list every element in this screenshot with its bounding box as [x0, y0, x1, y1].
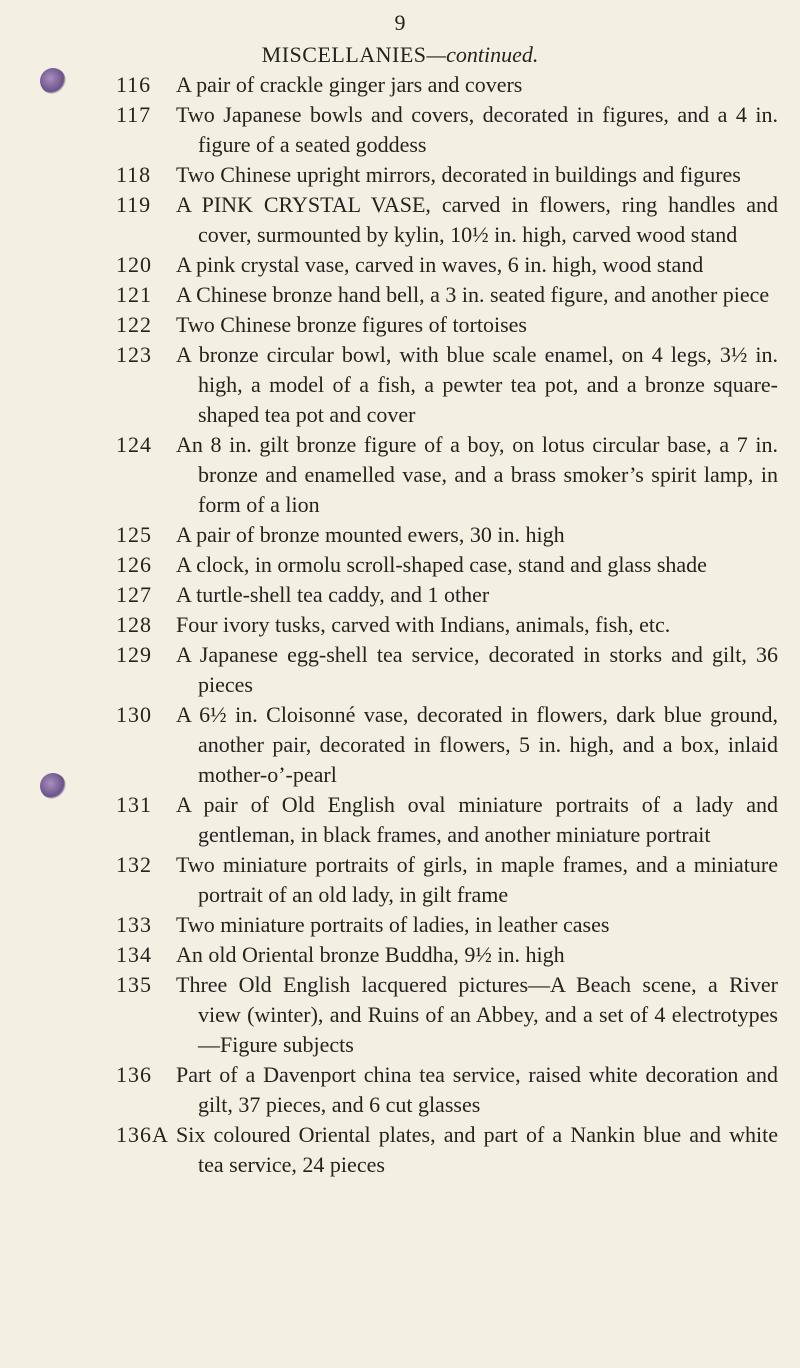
lot-description: Two miniature portraits of ladies, in leather cases [176, 912, 610, 937]
lot-entry [116, 160, 778, 190]
lot-description: A 6½ in. Cloisonné vase, decorated in flowers, dark blue ground, another pair, decorated in flowers, 5 in. high, and a box, inlaid mother-o’-pearl [176, 702, 778, 787]
lot-number: 133 [116, 912, 152, 937]
lot-description: Six coloured Oriental plates, and part of a Nankin blue and white tea service, 24 pieces [176, 1122, 778, 1177]
lot-entry [116, 250, 778, 280]
lot-description: Three Old English lacquered pictures—A Beach scene, a River view (winter), and Ruins of an Abbey, and a set of 4 electrotypes—Figure subjects [176, 972, 778, 1057]
lot-entry [116, 70, 778, 100]
lot-description: A pink crystal vase, carved in waves, 6 in. high, wood stand [176, 252, 704, 277]
lot-number: 122 [116, 312, 152, 337]
lot-entry [116, 310, 778, 340]
lot-entry [116, 610, 778, 640]
lot-description: Two miniature portraits of girls, in maple frames, and a miniature portrait of an old lady, in gilt frame [176, 852, 778, 907]
lot-entry [116, 190, 778, 250]
lot-entry [116, 520, 778, 550]
lot-description: A pair of Old English oval miniature portraits of a lady and gentleman, in black frames, and another miniature portrait [176, 792, 778, 847]
lot-entry [116, 940, 778, 970]
lot-number: 123 [116, 342, 152, 367]
lot-entry [116, 580, 778, 610]
lot-entry [116, 970, 778, 1060]
lot-list [116, 70, 778, 1180]
lot-entry [116, 430, 778, 520]
lot-entry [116, 100, 778, 160]
lot-description: An 8 in. gilt bronze figure of a boy, on lotus circular base, a 7 in. bronze and enamelled vase, and a brass smoker’s spirit lamp, in form of a lion [176, 432, 778, 517]
lot-entry [116, 640, 778, 700]
section-heading-title: MISCELLANIES [261, 42, 427, 67]
lot-number: 132 [116, 852, 152, 877]
lot-number: 136A [116, 1122, 169, 1147]
ink-stain-lower [40, 773, 66, 799]
lot-number: 128 [116, 612, 152, 637]
section-heading-continued: —continued. [426, 42, 539, 67]
lot-entry [116, 700, 778, 790]
lot-number: 127 [116, 582, 152, 607]
lot-description: A clock, in ormolu scroll-shaped case, stand and glass shade [176, 552, 707, 577]
lot-description: Two Japanese bowls and covers, decorated in figures, and a 4 in. figure of a seated goddess [176, 102, 778, 157]
lot-entry [116, 340, 778, 430]
section-heading [0, 40, 800, 70]
lot-number: 125 [116, 522, 152, 547]
lot-description: Two Chinese upright mirrors, decorated in buildings and figures [176, 162, 741, 187]
ink-stain-upper [40, 68, 66, 94]
lot-entry [116, 910, 778, 940]
lot-entry [116, 850, 778, 910]
lot-number: 135 [116, 972, 152, 997]
lot-description: A pair of crackle ginger jars and covers [176, 72, 523, 97]
lot-entry [116, 550, 778, 580]
lot-number: 131 [116, 792, 152, 817]
lot-number: 117 [116, 102, 152, 127]
lot-number: 121 [116, 282, 152, 307]
lot-number: 116 [116, 72, 152, 97]
lot-number: 119 [116, 192, 152, 217]
lot-description: An old Oriental bronze Buddha, 9½ in. high [176, 942, 565, 967]
lot-description: A turtle-shell tea caddy, and 1 other [176, 582, 490, 607]
lot-description: A bronze circular bowl, with blue scale enamel, on 4 legs, 3½ in. high, a model of a fish, a pewter tea pot, and a bronze square-shaped tea pot and cover [176, 342, 778, 427]
lot-description: Part of a Davenport china tea service, raised white decoration and gilt, 37 pieces, and 6 cut glasses [176, 1062, 778, 1117]
lot-number: 126 [116, 552, 152, 577]
lot-description: A Chinese bronze hand bell, a 3 in. seated figure, and another piece [176, 282, 770, 307]
lot-description: Four ivory tusks, carved with Indians, animals, fish, etc. [176, 612, 671, 637]
lot-number: 136 [116, 1062, 152, 1087]
lot-number: 120 [116, 252, 152, 277]
lot-number: 124 [116, 432, 152, 457]
lot-entry [116, 1120, 778, 1180]
lot-description: Two Chinese bronze figures of tortoises [176, 312, 527, 337]
page-number: 9 [394, 10, 406, 35]
lot-entry [116, 790, 778, 850]
lot-description: A pair of bronze mounted ewers, 30 in. high [176, 522, 565, 547]
lot-number: 118 [116, 162, 152, 187]
lot-description: A Japanese egg-shell tea service, decorated in storks and gilt, 36 pieces [176, 642, 778, 697]
lot-number: 134 [116, 942, 152, 967]
lot-entry [116, 1060, 778, 1120]
lot-number: 130 [116, 702, 152, 727]
lot-description: A PINK CRYSTAL VASE, carved in flowers, ring handles and cover, surmounted by kylin, 10½ in. high, carved wood stand [176, 192, 778, 247]
lot-entry [116, 280, 778, 310]
lot-number: 129 [116, 642, 152, 667]
